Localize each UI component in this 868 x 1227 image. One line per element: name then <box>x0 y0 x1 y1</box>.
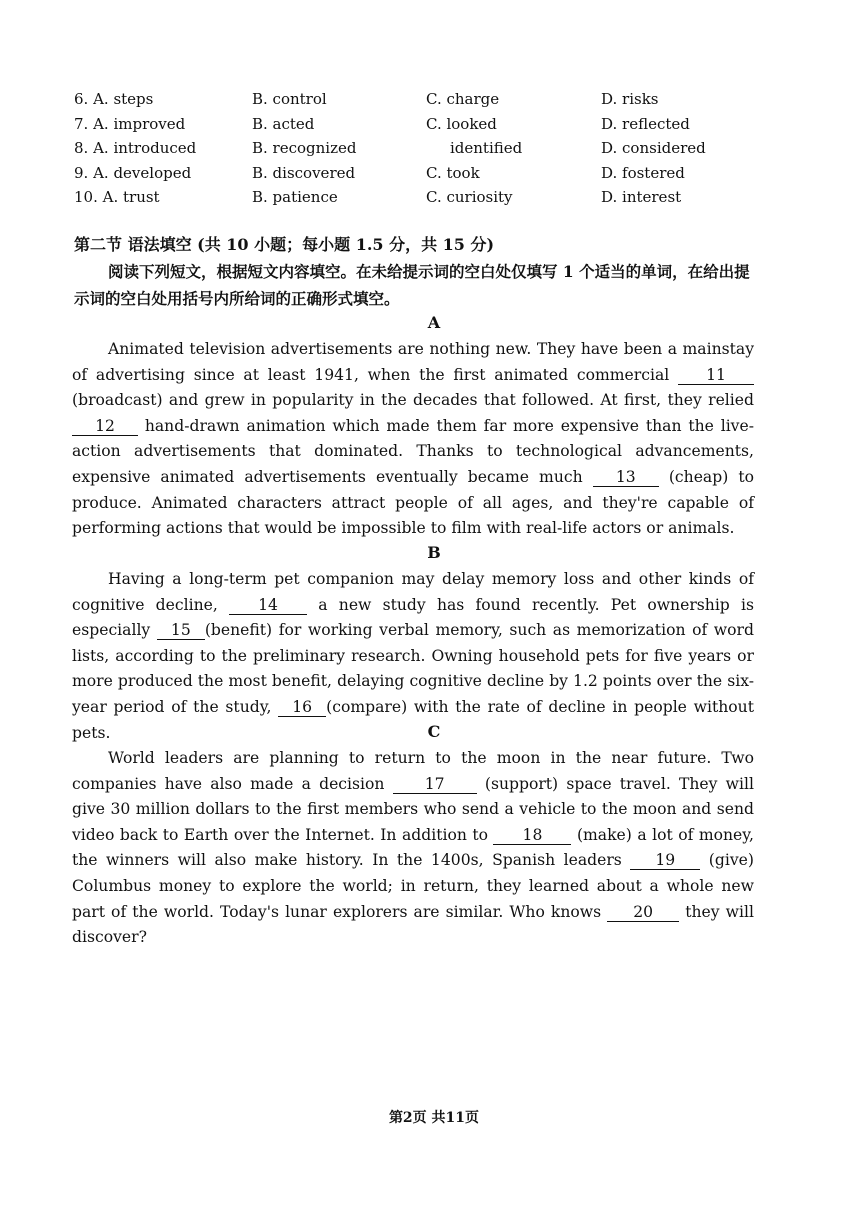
option-c: identified <box>450 139 523 157</box>
option-a: 8. A. introduced <box>74 139 197 157</box>
passage-text: Having a long-term pet companion may delay memory loss and other kinds of cognitive decline, <box>72 570 754 614</box>
passage-heading-a: A <box>427 313 441 332</box>
option-a: 10. A. trust <box>74 188 160 206</box>
option-a: 9. A. developed <box>74 163 192 182</box>
blank-13[interactable]: 13 <box>593 468 659 487</box>
options-row-9 <box>74 164 774 189</box>
options-row-10 <box>74 188 774 213</box>
passage-text: (support) space travel. They will give 30 million dollars to the first members who send a vehicle to the moon and send video back to Earth over the Internet. In addition to <box>72 774 754 844</box>
option-d: D. interest <box>601 188 682 206</box>
passage-text: (give) Columbus money to explore the world; in return, they learned about a whole new part of the world. Today's lunar explorers are similar. Who knows <box>72 851 754 921</box>
option-b: B. acted <box>252 114 315 133</box>
passage-text: (benefit) for working verbal memory, such as memorization of word lists, according to the preliminary research. Owning household pets for five years or more produced the most benefit, delaying cognitive decline by 1.2 points over the six-year period of the study, <box>72 621 754 716</box>
blank-11[interactable]: 11 <box>678 366 754 385</box>
blank-18[interactable]: 18 <box>493 826 571 845</box>
passage-text: Animated television advertisements are nothing new. They have been a mainstay of advertising since at least 1941, when the first animated commercial <box>72 340 754 384</box>
passage-a <box>72 337 754 542</box>
option-d: D. risks <box>601 90 659 108</box>
passage-b <box>72 567 754 746</box>
option-d: D. fostered <box>601 163 685 182</box>
passage-text: a new study has found recently. Pet ownership is especially <box>72 595 754 640</box>
passage-c <box>72 746 754 951</box>
passage-heading-c: C <box>427 722 441 741</box>
passage-text: (cheap) to produce. Animated characters attract people of all ages, and they're capable of performing actions that would be impossible to film with real-life actors or animals. <box>72 467 754 538</box>
answer-options-table <box>74 90 774 213</box>
page-number: 第2页 共11页 <box>388 1110 480 1126</box>
blank-12[interactable]: 12 <box>72 417 138 436</box>
option-b: B. control <box>252 90 327 108</box>
blank-20[interactable]: 20 <box>607 903 679 922</box>
section-title: 第二节 语法填空 (共 10 小题；每小题 1.5 分，共 15 分) <box>74 235 495 254</box>
passage-text: (compare) with the rate of decline in people without pets. <box>72 697 754 742</box>
option-a: 6. A. steps <box>74 90 154 108</box>
option-c: C. curiosity <box>426 188 513 206</box>
option-c: C. took <box>426 163 480 182</box>
blank-15[interactable]: 15 <box>157 621 205 640</box>
blank-14[interactable]: 14 <box>229 596 307 615</box>
passage-text: (broadcast) and grew in popularity in the decades that followed. At first, they relied <box>72 391 754 410</box>
option-a: 7. A. improved <box>74 114 186 133</box>
passage-text: World leaders are planning to return to the moon in the near future. Two companies have also made a decision <box>72 749 754 793</box>
blank-19[interactable]: 19 <box>630 851 700 870</box>
options-row-8 <box>74 139 774 164</box>
option-c: C. charge <box>426 90 500 108</box>
options-row-7 <box>74 115 774 140</box>
option-d: D. considered <box>601 139 706 157</box>
passage-text: (make) a lot of money, the winners will also make history. In the 1400s, Spanish leaders <box>72 825 754 870</box>
option-d: D. reflected <box>601 114 690 133</box>
option-b: B. patience <box>252 188 338 206</box>
option-b: B. discovered <box>252 163 356 182</box>
option-c: C. looked <box>426 114 497 133</box>
passage-text: hand-drawn animation which made them far more expensive than the live-action advertisements that dominated. Thanks to technological advancements, expensive animated advertisements eventually became much <box>72 416 754 486</box>
passage-text: they will discover? <box>72 902 754 947</box>
options-row-6 <box>74 90 774 115</box>
option-b: B. recognized <box>252 139 357 157</box>
passage-heading-b: B <box>427 543 441 562</box>
blank-16[interactable]: 16 <box>278 698 326 717</box>
section-instructions: 阅读下列短文，根据短文内容填空。在未给提示词的空白处仅填写 1 个适当的单词，在给出提示词的空白处用括号内所给词的正确形式填空。 <box>74 262 750 308</box>
blank-17[interactable]: 17 <box>393 775 477 794</box>
